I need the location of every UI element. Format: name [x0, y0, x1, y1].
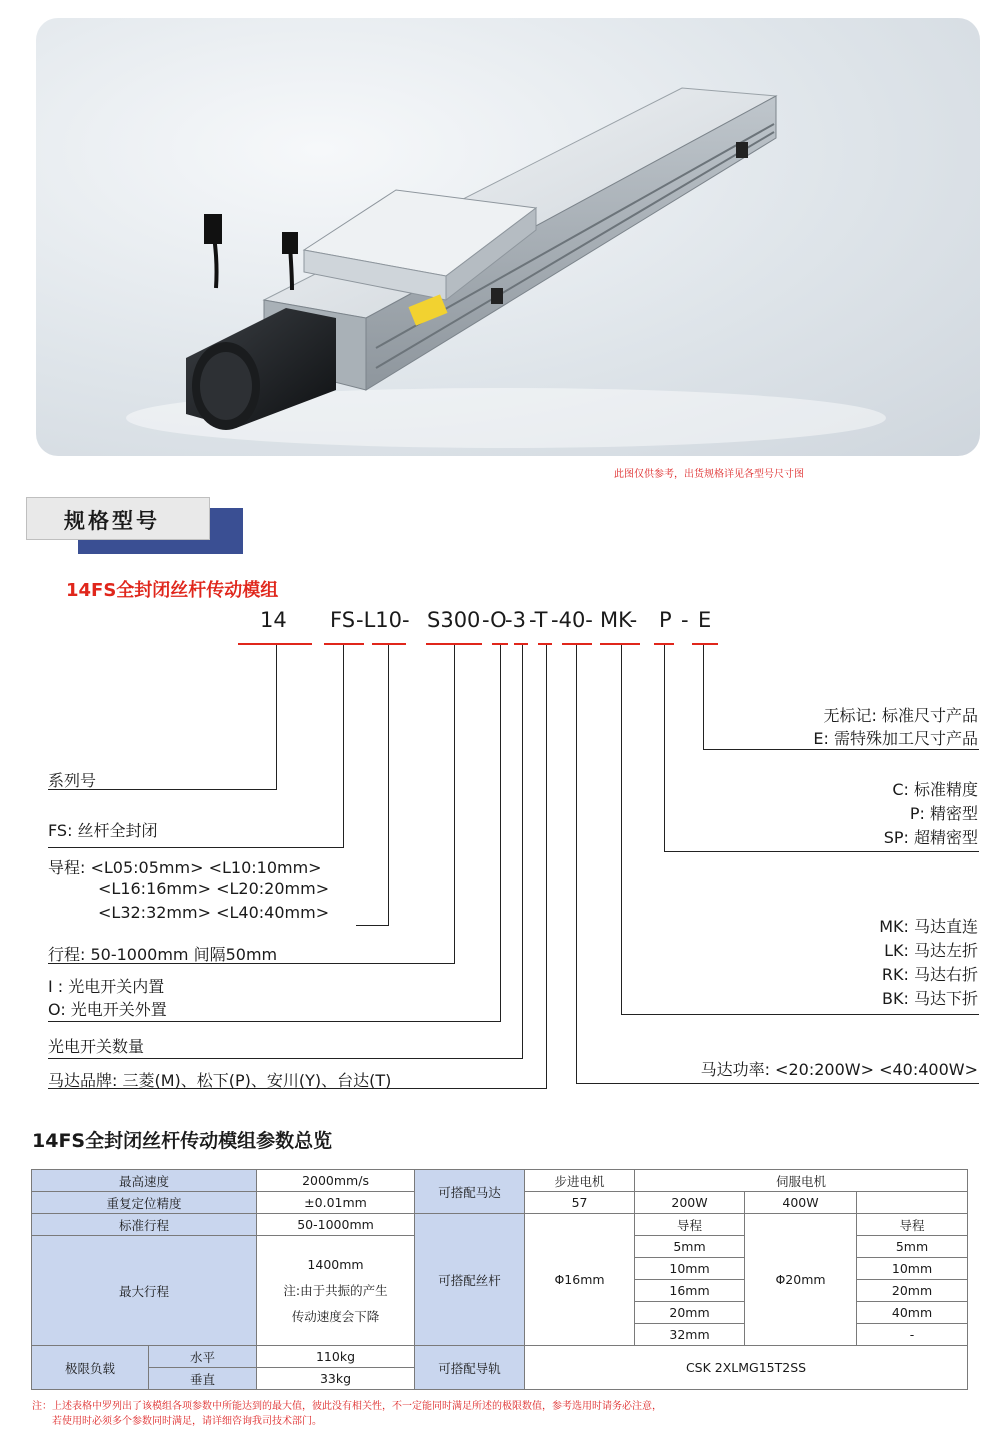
cell-lead16-5: 32mm	[635, 1324, 745, 1346]
underline-lead	[372, 643, 406, 645]
cell-lead20-3: 20mm	[857, 1280, 968, 1302]
label-mount-bk: BK: 马达下折	[882, 989, 978, 1008]
label-stroke: 行程: 50-1000mm 间隔50mm	[48, 945, 278, 964]
leader-type-h	[48, 847, 344, 848]
code-stroke: S300	[427, 608, 481, 632]
cell-lead20-1: 5mm	[857, 1236, 968, 1258]
leader-type	[343, 645, 344, 847]
code-series: 14	[260, 608, 287, 632]
cell-lead-header-20: 导程	[857, 1214, 968, 1236]
cell-servo-header: 伺服电机	[635, 1170, 968, 1192]
cell-servo-400: 400W	[745, 1192, 857, 1214]
cell-lead20-2: 10mm	[857, 1258, 968, 1280]
code-precision: P	[659, 608, 672, 632]
underline-motor-brand	[538, 643, 552, 645]
underline-switch-count	[514, 643, 528, 645]
cell-lead16-3: 16mm	[635, 1280, 745, 1302]
cell-repeat-label: 重复定位精度	[32, 1192, 257, 1214]
max-stroke-note-1: 注:由于共振的产生	[283, 1282, 388, 1298]
code-switch-count: -3	[505, 608, 526, 632]
footnote-line-2: 若使用时必须多个参数同时满足，请详细咨询我司技术部门。	[52, 1416, 322, 1427]
label-mount-lk: LK: 马达左折	[884, 941, 978, 960]
cell-lead-header-16: 导程	[635, 1214, 745, 1236]
product-title: 14FS全封闭丝杆传动模组	[66, 580, 279, 601]
cell-load-h: 110kg	[257, 1346, 415, 1368]
cell-servo-200: 200W	[635, 1192, 745, 1214]
label-switch-out: O: 光电开关外置	[48, 1000, 167, 1019]
cell-lead20-4: 40mm	[857, 1302, 968, 1324]
cell-load-v-label: 垂直	[149, 1368, 257, 1390]
leader-lead-h	[356, 925, 389, 926]
leader-stroke	[454, 645, 455, 963]
label-precision-c: C: 标准精度	[892, 780, 978, 799]
cell-stepper-header: 步进电机	[525, 1170, 635, 1192]
cell-repeat: ±0.01mm	[257, 1192, 415, 1214]
label-precision-p: P: 精密型	[909, 804, 978, 823]
label-fs: FS: 丝杆全封闭	[48, 821, 158, 840]
table-title: 14FS全封闭丝杆传动模组参数总览	[32, 1130, 333, 1152]
label-motor-brand: 马达品牌: 三菱(M)、松下(P)、安川(Y)、台达(T)	[48, 1071, 392, 1090]
label-mount-mk: MK: 马达直连	[879, 917, 978, 936]
max-stroke-value: 1400mm	[307, 1256, 364, 1272]
leader-precision-h	[664, 851, 979, 852]
leader-precision	[664, 645, 665, 851]
cell-std-stroke: 50-1000mm	[257, 1214, 415, 1236]
leader-switch-count-h	[48, 1058, 523, 1059]
leader-switch-h	[48, 1021, 501, 1022]
cell-load-label: 极限负载	[32, 1346, 149, 1390]
footnote-line-1: 注：上述表格中罗列出了该模组各项参数中所能达到的最大值，彼此没有相关性，不一定能同时满足所述的极限数值，参考选用时请务必注意，	[32, 1401, 662, 1412]
label-switch-count: 光电开关数量	[48, 1037, 145, 1056]
leader-switch-count	[522, 645, 523, 1058]
cell-rail: CSK 2XLMG15T2SS	[525, 1346, 968, 1390]
underline-mount	[600, 643, 640, 645]
leader-special-h	[703, 749, 979, 750]
label-precision-sp: SP: 超精密型	[883, 828, 978, 847]
leader-series	[276, 645, 277, 789]
label-switch-in: I : 光电开关内置	[48, 977, 165, 996]
label-lead-3: <L32:32mm> <L40:40mm>	[98, 903, 330, 922]
label-series: 系列号	[48, 771, 97, 790]
cell-screw-label: 可搭配丝杆	[415, 1214, 525, 1346]
footnote	[32, 1399, 662, 1429]
parameter-table	[31, 1169, 968, 1390]
section-title: 规格型号	[64, 509, 160, 533]
underline-series	[238, 643, 312, 645]
linear-module-illustration	[36, 18, 980, 456]
cell-stepper-value: 57	[525, 1192, 635, 1214]
cell-lead16-1: 5mm	[635, 1236, 745, 1258]
cell-std-stroke-label: 标准行程	[32, 1214, 257, 1236]
label-lead-1: 导程: <L05:05mm> <L10:10mm>	[48, 858, 322, 877]
code-power: -40-	[551, 608, 593, 632]
cell-lead16-4: 20mm	[635, 1302, 745, 1324]
product-photo	[36, 18, 980, 456]
cell-lead20-5: -	[857, 1324, 968, 1346]
label-special-size: E: 需特殊加工尺寸产品	[813, 729, 978, 748]
cell-screw-16: Φ16mm	[525, 1214, 635, 1346]
leader-power-h	[576, 1083, 979, 1084]
code-special: E	[698, 608, 712, 632]
code-motor-brand: -T	[529, 608, 548, 632]
label-lead-2: <L16:16mm> <L20:20mm>	[98, 879, 330, 898]
cell-max-speed: 2000mm/s	[257, 1170, 415, 1192]
leader-power	[576, 645, 577, 1083]
image-disclaimer: 此图仅供参考，出货规格详见各型号尺寸图	[614, 469, 804, 480]
label-mount-rk: RK: 马达右折	[881, 965, 978, 984]
cell-lead16-2: 10mm	[635, 1258, 745, 1280]
leader-mount	[621, 645, 622, 1014]
cell-max-stroke-label: 最大行程	[32, 1236, 257, 1346]
underline-type	[324, 643, 364, 645]
leader-mount-h	[621, 1014, 979, 1015]
cell-load-h-label: 水平	[149, 1346, 257, 1368]
cell-screw-20: Φ20mm	[745, 1214, 857, 1346]
cell-max-speed-label: 最高速度	[32, 1170, 257, 1192]
underline-power	[562, 643, 592, 645]
leader-motor-brand	[546, 645, 547, 1088]
code-mount: MK-	[600, 608, 638, 632]
cell-servo-blank	[857, 1192, 968, 1214]
cell-max-stroke	[257, 1236, 415, 1346]
cell-load-v: 33kg	[257, 1368, 415, 1390]
code-lead: -L10-	[356, 608, 410, 632]
label-standard-size: 无标记: 标准尺寸产品	[823, 706, 978, 725]
label-motor-power: 马达功率: <20:200W> <40:400W>	[700, 1060, 978, 1079]
cell-rail-label: 可搭配导轨	[415, 1346, 525, 1390]
underline-special	[692, 643, 718, 645]
code-dash: -	[681, 608, 689, 632]
leader-switch	[500, 645, 501, 1021]
code-switch: -O	[482, 608, 507, 632]
code-type: FS	[330, 608, 356, 632]
leader-lead	[388, 645, 389, 925]
max-stroke-note-2: 传动速度会下降	[291, 1308, 380, 1324]
leader-special	[703, 645, 704, 749]
cell-motor-label: 可搭配马达	[415, 1170, 525, 1214]
